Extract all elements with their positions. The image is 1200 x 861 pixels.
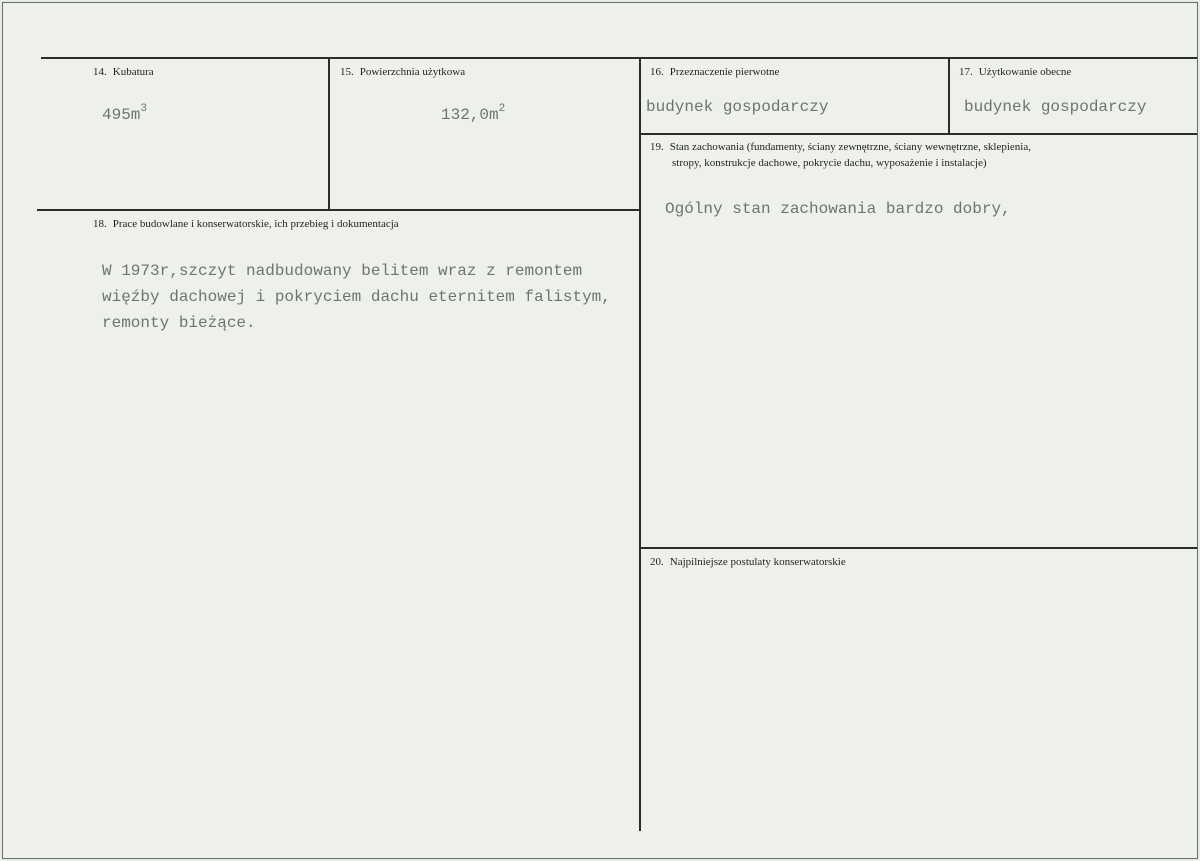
field-16-text: Przeznaczenie pierwotne bbox=[669, 66, 780, 78]
field-14-value bbox=[102, 103, 147, 127]
field-15-number: 15. bbox=[340, 66, 354, 78]
field-18-text: Prace budowlane i konserwatorskie, ich przebieg i dokumentacja bbox=[112, 218, 399, 230]
area-value: 132,0m bbox=[441, 106, 499, 124]
field-18-number: 18. bbox=[93, 218, 107, 230]
field-15-value bbox=[441, 103, 505, 127]
field-19-value: Ogólny stan zachowania bardzo dobry, bbox=[665, 200, 1011, 218]
field-14-text: Kubatura bbox=[112, 66, 154, 78]
field-20-text: Najpilniejsze postulaty konserwatorskie bbox=[669, 556, 846, 568]
field-16-label bbox=[650, 65, 779, 80]
inventory-card bbox=[2, 2, 1198, 859]
rule-above-20 bbox=[640, 547, 1197, 549]
field-17-text: Użytkowanie obecne bbox=[978, 66, 1072, 78]
field-20-label bbox=[650, 555, 846, 570]
field-16-value: budynek gospodarczy bbox=[646, 98, 829, 116]
field-19-label-line-1 bbox=[650, 140, 1031, 155]
field-15-text: Powierzchnia użytkowa bbox=[359, 66, 466, 78]
field-17-number: 17. bbox=[959, 66, 973, 78]
rule-under-14-15 bbox=[37, 209, 640, 211]
field-15-label bbox=[340, 65, 465, 80]
kubatura-value: 495m bbox=[102, 106, 141, 124]
center-divider bbox=[639, 57, 641, 831]
divider-14-15 bbox=[328, 57, 330, 209]
field-16-number: 16. bbox=[650, 66, 664, 78]
field-19-number: 19. bbox=[650, 141, 664, 153]
field-18-label bbox=[93, 217, 399, 232]
field-18-value-line-2: więźby dachowej i pokryciem dachu eternitem falistym, bbox=[102, 288, 611, 306]
rule-under-16-17 bbox=[640, 133, 1197, 135]
kubatura-exponent: 3 bbox=[140, 102, 148, 115]
field-18-value-line-1: W 1973r,szczyt nadbudowany belitem wraz z remontem bbox=[102, 262, 583, 280]
top-rule bbox=[41, 57, 1197, 59]
field-14-label bbox=[93, 65, 154, 80]
divider-16-17 bbox=[948, 57, 950, 133]
field-19-text-1: Stan zachowania (fundamenty, ściany zewnętrzne, ściany wewnętrzne, sklepienia, bbox=[669, 141, 1031, 153]
field-20-number: 20. bbox=[650, 556, 664, 568]
field-17-value: budynek gospodarczy bbox=[964, 98, 1147, 116]
field-18-value-line-3: remonty bieżące. bbox=[102, 314, 256, 332]
field-19-label-line-2: stropy, konstrukcje dachowe, pokrycie dachu, wyposażenie i instalacje) bbox=[672, 157, 987, 169]
field-14-number: 14. bbox=[93, 66, 107, 78]
area-exponent: 2 bbox=[498, 102, 506, 115]
field-17-label bbox=[959, 65, 1071, 80]
